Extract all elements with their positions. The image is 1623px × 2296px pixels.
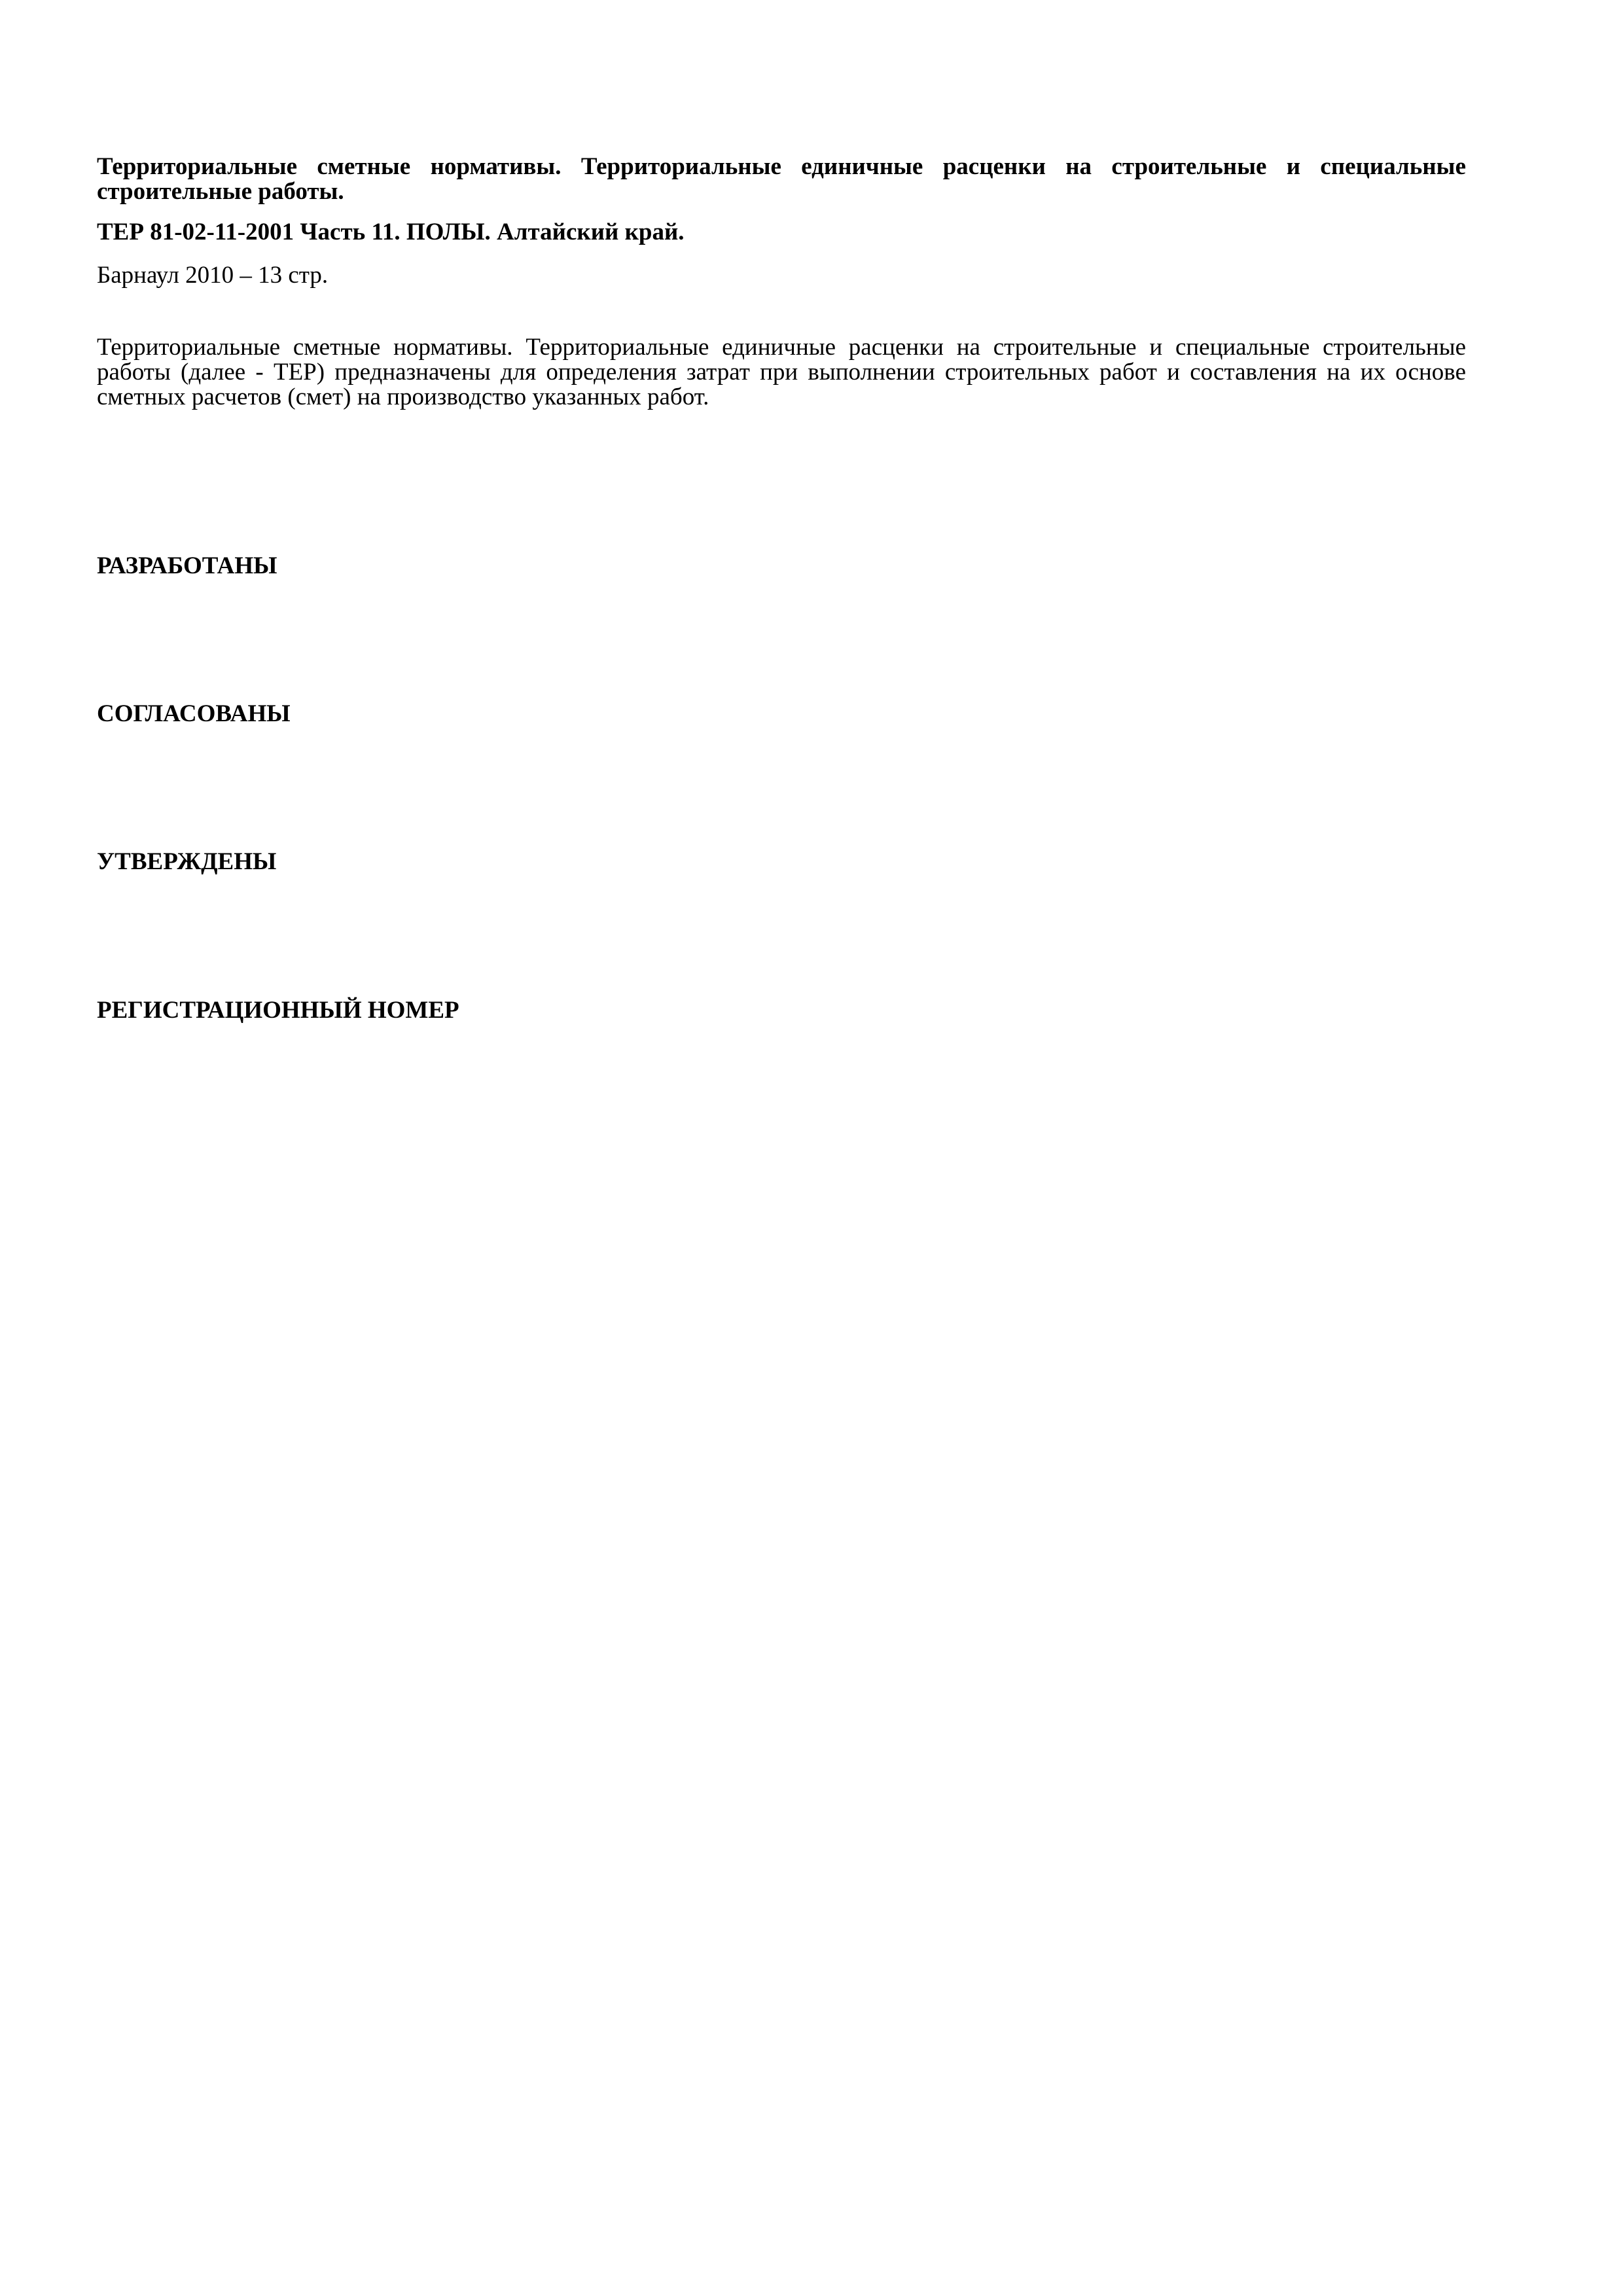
section-heading-developed: РАЗРАБОТАНЫ [97,552,277,579]
section-heading-approved: УТВЕРЖДЕНЫ [97,848,277,875]
publication-imprint: Барнаул 2010 – 13 стр. [97,262,329,289]
section-heading-registration-number: РЕГИСТРАЦИОННЫЙ НОМЕР [97,997,459,1024]
section-heading-agreed: СОГЛАСОВАНЫ [97,700,291,727]
document-subtitle: ТЕР 81-02-11-2001 Часть 11. ПОЛЫ. Алтайский край. [97,219,685,245]
document-page [97,154,1466,410]
document-title: Территориальные сметные нормативы. Территориальные единичные расценки на строительные и специальные строительные работы. [97,153,1466,205]
document-abstract: Территориальные сметные нормативы. Территориальные единичные расценки на строительные и специальные строительные работы (далее - ТЕР) предназначены для определения затрат при выполнении строительных работ и составления на их основе сметных расчетов (смет) на производство указанных работ. [97,334,1466,410]
